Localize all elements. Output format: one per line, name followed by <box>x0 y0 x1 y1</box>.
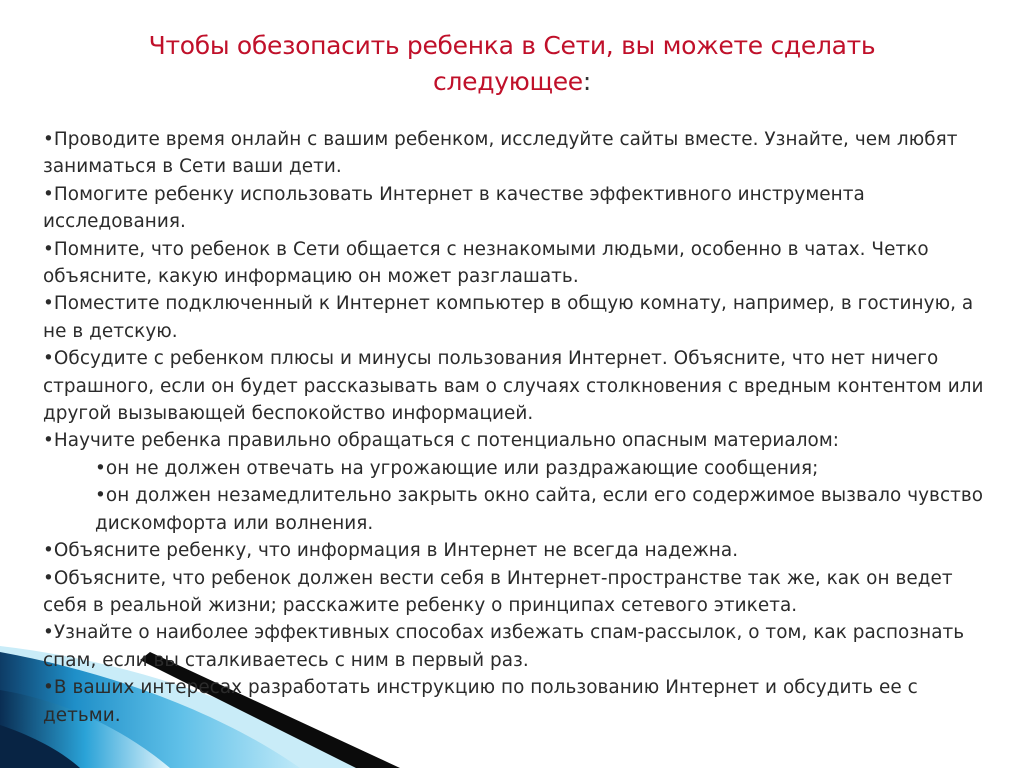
list-item-text: Узнайте о наиболее эффективных способах избежать спам-рассылок, о том, как распознать спам, если вы сталкиваетесь с ним в первый раз. <box>43 622 965 671</box>
list-item <box>43 537 993 564</box>
list-item-text: В ваших интересах разработать инструкцию по пользованию Интернет и обсудить ее с детьми. <box>43 677 918 726</box>
slide-title <box>80 28 944 100</box>
list-item <box>43 619 993 674</box>
list-item <box>43 181 993 236</box>
bullet-glyph: • <box>43 622 54 644</box>
bullet-glyph: • <box>43 567 54 589</box>
list-item-text: Обсудите с ребенком плюсы и минусы пользования Интернет. Объясните, что нет ничего страшного, если он будет рассказывать вам о случаях столкновения с вредным контентом или другой вызывающей беспокойство информацией. <box>43 348 984 425</box>
title-colon: : <box>582 67 591 96</box>
bullet-glyph: • <box>95 485 106 507</box>
title-text: Чтобы обезопасить ребенка в Сети, вы можете сделать следующее <box>148 31 876 96</box>
bullet-glyph: • <box>43 348 54 370</box>
bullet-glyph: • <box>43 540 54 562</box>
sub-list-item <box>43 482 993 537</box>
list-item <box>43 345 993 427</box>
list-item <box>43 565 993 620</box>
list-item-text: Проводите время онлайн с вашим ребенком, исследуйте сайты вместе. Узнайте, чем любят заниматься в Сети ваши дети. <box>43 129 958 178</box>
bullet-glyph: • <box>43 129 54 150</box>
list-item <box>43 290 993 345</box>
list-item-text: он не должен отвечать на угрожающие или раздражающие сообщения; <box>105 457 819 479</box>
list-item <box>43 427 993 454</box>
list-item-text: Помните, что ребенок в Сети общается с незнакомыми людьми, особенно в чатах. Четко объясните, какую информацию он может разглашать. <box>43 238 929 288</box>
bullet-glyph: • <box>95 457 106 479</box>
list-item-text: Помогите ребенку использовать Интернет в качестве эффективного инструмента исследования. <box>43 183 865 233</box>
list-item-text: он должен незамедлительно закрыть окно сайта, если его содержимое вызвало чувство дискомфорта или волнения. <box>95 485 984 534</box>
list-item <box>43 126 993 181</box>
bullet-glyph: • <box>43 430 54 452</box>
list-item-text: Поместите подключенный к Интернет компьютер в общую комнату, например, в гостиную, а не в детскую. <box>43 293 974 342</box>
list-item <box>43 674 993 729</box>
bullet-glyph: • <box>43 677 54 699</box>
sub-list-item <box>43 455 993 482</box>
bullet-glyph: • <box>43 183 54 205</box>
list-item-text: Объясните, что ребенок должен вести себя в Интернет-пространстве так же, как он ведет себя в реальной жизни; расскажите ребенку о принципах сетевого этикета. <box>43 567 953 616</box>
bullet-glyph: • <box>43 238 54 260</box>
bullet-glyph: • <box>43 293 54 315</box>
list-item <box>43 236 993 291</box>
list-item-text: Объясните ребенку, что информация в Интернет не всегда надежна. <box>53 540 739 562</box>
bullet-list <box>43 126 993 729</box>
list-item-text: Научите ребенка правильно обращаться с потенциально опасным материалом: <box>53 430 839 452</box>
